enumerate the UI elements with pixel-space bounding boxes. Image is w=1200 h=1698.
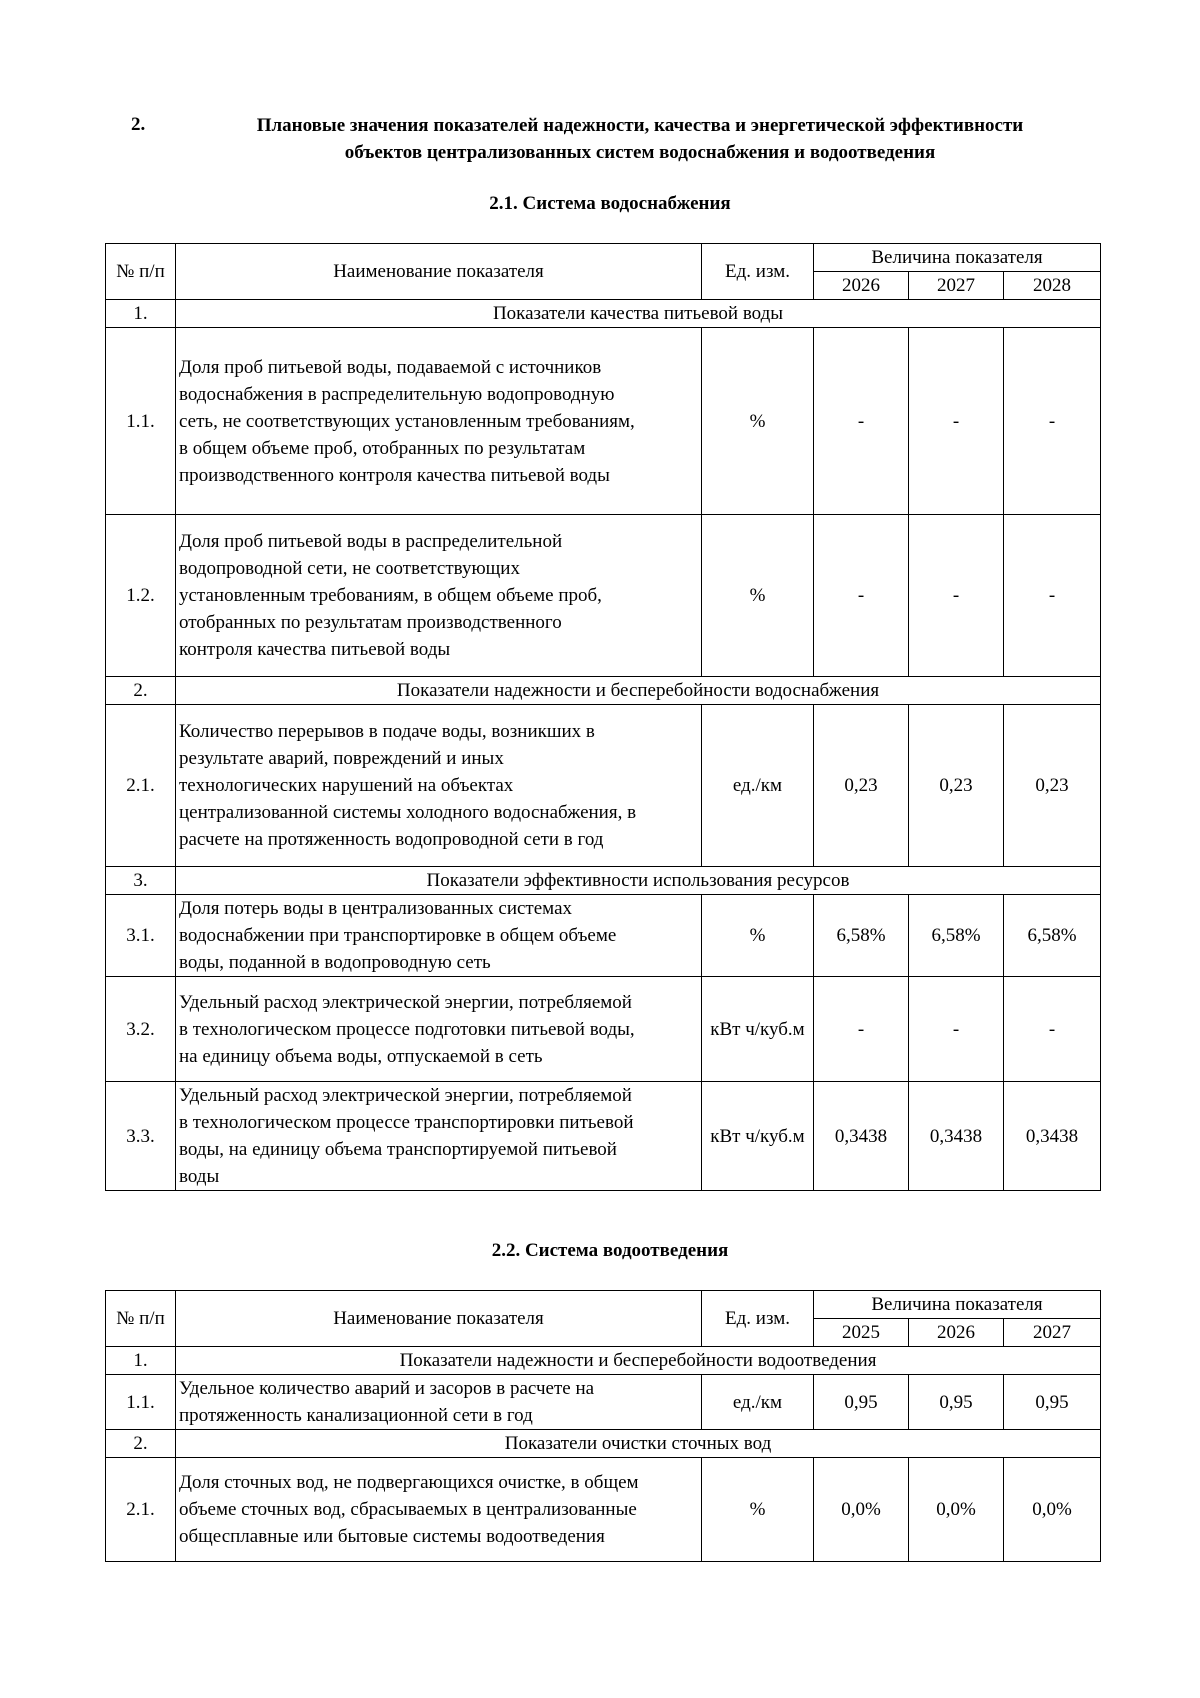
indicator-value: 6,58% bbox=[909, 895, 1004, 977]
column-header-year: 2026 bbox=[814, 272, 909, 300]
indicator-name-line: Удельный расход электрической энергии, потребляемой bbox=[179, 991, 632, 1013]
water-supply-table bbox=[105, 243, 1101, 1191]
column-header-year: 2026 bbox=[909, 1319, 1004, 1347]
water-supply-title: 2.1. Система водоснабжения bbox=[489, 193, 731, 214]
indicator-value: 0,95 bbox=[1004, 1375, 1101, 1430]
section-title: Показатели надежности и бесперебойности водоснабжения bbox=[176, 677, 1101, 705]
indicator-name-line: протяженность канализационной сети в год bbox=[179, 1405, 533, 1426]
indicator-value: 0,3438 bbox=[814, 1082, 909, 1191]
indicator-value: 0,23 bbox=[909, 705, 1004, 867]
section-number: 2. bbox=[106, 677, 176, 705]
document-heading bbox=[0, 110, 1200, 170]
indicator-number: 2.1. bbox=[106, 1458, 176, 1562]
indicator-name-line: Доля проб питьевой воды, подаваемой с источников bbox=[179, 356, 602, 378]
indicator-value: - bbox=[909, 328, 1004, 515]
indicator-name-line: установленным требованиям, в общем объеме проб, bbox=[179, 585, 602, 606]
section-number: 2. bbox=[106, 1430, 176, 1458]
indicator-unit: % bbox=[702, 328, 814, 515]
indicator-number: 3.1. bbox=[106, 895, 176, 977]
indicator-value: - bbox=[814, 328, 909, 515]
indicator-name bbox=[176, 1375, 702, 1430]
indicator-name bbox=[176, 895, 702, 977]
indicator-value: 0,23 bbox=[1004, 705, 1101, 867]
indicator-value: 0,95 bbox=[909, 1375, 1004, 1430]
indicator-value: 6,58% bbox=[814, 895, 909, 977]
indicator-name-line: Количество перерывов в подаче воды, возникших в bbox=[179, 721, 595, 742]
indicator-name bbox=[176, 977, 702, 1082]
indicator-value: - bbox=[909, 515, 1004, 677]
indicator-unit: % bbox=[702, 895, 814, 977]
indicator-value: - bbox=[814, 977, 909, 1082]
indicator-unit: кВт ч/куб.м bbox=[702, 977, 814, 1082]
section-number: 1. bbox=[106, 1347, 176, 1375]
indicator-name-line: воды, поданной в водопроводную сеть bbox=[179, 952, 491, 973]
indicator-name bbox=[176, 1082, 702, 1191]
indicator-name-line: технологических нарушений на объектах bbox=[179, 775, 514, 796]
indicator-name-line: производственного контроля качества питьевой воды bbox=[179, 464, 610, 486]
indicator-name-line: отобранных по результатам производственного bbox=[179, 612, 562, 633]
indicator-number: 3.2. bbox=[106, 977, 176, 1082]
column-header-name: Наименование показателя bbox=[176, 244, 702, 300]
heading-line-1: Плановые значения показателей надежности, качества и энергетической эффективности bbox=[256, 115, 1024, 136]
indicator-name-line: Удельное количество аварий и засоров в расчете на bbox=[179, 1378, 595, 1399]
column-header-year: 2027 bbox=[1004, 1319, 1101, 1347]
column-header-number: № п/п bbox=[106, 244, 176, 300]
indicator-name-line: в технологическом процессе транспортировки питьевой bbox=[179, 1112, 634, 1133]
column-header-value: Величина показателя bbox=[814, 1291, 1101, 1319]
section-title: Показатели качества питьевой воды bbox=[176, 300, 1101, 328]
indicator-value: 0,0% bbox=[909, 1458, 1004, 1562]
indicator-unit: % bbox=[702, 1458, 814, 1562]
header-row bbox=[106, 1291, 1101, 1319]
indicator-row bbox=[106, 1082, 1101, 1191]
column-header-unit: Ед. изм. bbox=[702, 1291, 814, 1347]
indicator-number: 3.3. bbox=[106, 1082, 176, 1191]
indicator-row bbox=[106, 1458, 1101, 1562]
section-number: 1. bbox=[106, 300, 176, 328]
indicator-value: 0,0% bbox=[1004, 1458, 1101, 1562]
indicator-name-line: Доля сточных вод, не подвергающихся очистке, в общем bbox=[179, 1472, 639, 1493]
indicator-name bbox=[176, 705, 702, 867]
indicator-name-line: общесплавные или бытовые системы водоотведения bbox=[179, 1526, 605, 1547]
indicator-name-line: водопроводной сети, не соответствующих bbox=[179, 558, 520, 579]
column-header-value: Величина показателя bbox=[814, 244, 1101, 272]
wastewater-title: 2.2. Система водоотведения bbox=[491, 1240, 729, 1261]
indicator-name bbox=[176, 515, 702, 677]
column-header-number: № п/п bbox=[106, 1291, 176, 1347]
indicator-row bbox=[106, 977, 1101, 1082]
section-row bbox=[106, 1430, 1101, 1458]
indicator-value: 0,3438 bbox=[1004, 1082, 1101, 1191]
section-row bbox=[106, 677, 1101, 705]
section-title: Показатели эффективности использования ресурсов bbox=[176, 867, 1101, 895]
section-title: Показатели очистки сточных вод bbox=[176, 1430, 1101, 1458]
indicator-value: 0,23 bbox=[814, 705, 909, 867]
indicator-name-line: на единицу объема воды, отпускаемой в сеть bbox=[179, 1045, 543, 1067]
indicator-number: 1.1. bbox=[106, 1375, 176, 1430]
header-row bbox=[106, 244, 1101, 272]
indicator-value: 0,95 bbox=[814, 1375, 909, 1430]
indicator-value: 0,3438 bbox=[909, 1082, 1004, 1191]
indicator-name-line: расчете на протяженность водопроводной сети в год bbox=[179, 829, 604, 850]
indicator-name-line: водоснабжения в распределительную водопроводную bbox=[179, 383, 615, 405]
section-row bbox=[106, 867, 1101, 895]
column-header-unit: Ед. изм. bbox=[702, 244, 814, 300]
indicator-number: 2.1. bbox=[106, 705, 176, 867]
indicator-row bbox=[106, 895, 1101, 977]
indicator-number: 1.2. bbox=[106, 515, 176, 677]
indicator-name-line: Удельный расход электрической энергии, потребляемой bbox=[179, 1085, 632, 1106]
indicator-name-line: результате аварий, повреждений и иных bbox=[179, 748, 504, 769]
indicator-value: - bbox=[1004, 977, 1101, 1082]
indicator-name-line: Доля проб питьевой воды в распределительной bbox=[179, 531, 563, 552]
section-row bbox=[106, 1347, 1101, 1375]
section-number: 3. bbox=[106, 867, 176, 895]
indicator-number: 1.1. bbox=[106, 328, 176, 515]
indicator-row bbox=[106, 328, 1101, 515]
column-header-year: 2028 bbox=[1004, 272, 1101, 300]
indicator-unit: % bbox=[702, 515, 814, 677]
wastewater-table bbox=[105, 1290, 1101, 1562]
indicator-row bbox=[106, 1375, 1101, 1430]
indicator-unit: ед./км bbox=[702, 1375, 814, 1430]
heading-line-2: объектов централизованных систем водоснабжения и водоотведения bbox=[344, 142, 936, 163]
indicator-name-line: воды, на единицу объема транспортируемой питьевой bbox=[179, 1139, 617, 1160]
indicator-name-line: сеть, не соответствующих установленным требованиям, bbox=[179, 410, 635, 432]
indicator-name-line: Доля потерь воды в централизованных системах bbox=[179, 898, 572, 919]
indicator-value: 0,0% bbox=[814, 1458, 909, 1562]
indicator-row bbox=[106, 705, 1101, 867]
column-header-year: 2027 bbox=[909, 272, 1004, 300]
section-title: Показатели надежности и бесперебойности водоотведения bbox=[176, 1347, 1101, 1375]
indicator-unit: ед./км bbox=[702, 705, 814, 867]
indicator-name bbox=[176, 328, 702, 515]
indicator-name-line: контроля качества питьевой воды bbox=[179, 639, 451, 660]
column-header-year: 2025 bbox=[814, 1319, 909, 1347]
indicator-name-line: воды bbox=[179, 1166, 220, 1187]
indicator-value: - bbox=[814, 515, 909, 677]
indicator-name-line: в общем объеме проб, отобранных по результатам bbox=[179, 437, 586, 459]
indicator-name-line: в технологическом процессе подготовки питьевой воды, bbox=[179, 1018, 635, 1040]
indicator-name bbox=[176, 1458, 702, 1562]
section-row bbox=[106, 300, 1101, 328]
indicator-name-line: объеме сточных вод, сбрасываемых в централизованные bbox=[179, 1499, 637, 1520]
indicator-value: - bbox=[1004, 328, 1101, 515]
indicator-value: - bbox=[909, 977, 1004, 1082]
column-header-name: Наименование показателя bbox=[176, 1291, 702, 1347]
indicator-name-line: централизованной системы холодного водоснабжения, в bbox=[179, 802, 637, 823]
indicator-value: 6,58% bbox=[1004, 895, 1101, 977]
indicator-row bbox=[106, 515, 1101, 677]
indicator-value: - bbox=[1004, 515, 1101, 677]
indicator-name-line: водоснабжении при транспортировке в общем объеме bbox=[179, 925, 617, 946]
indicator-unit: кВт ч/куб.м bbox=[702, 1082, 814, 1191]
heading-number: 2. bbox=[131, 114, 146, 135]
